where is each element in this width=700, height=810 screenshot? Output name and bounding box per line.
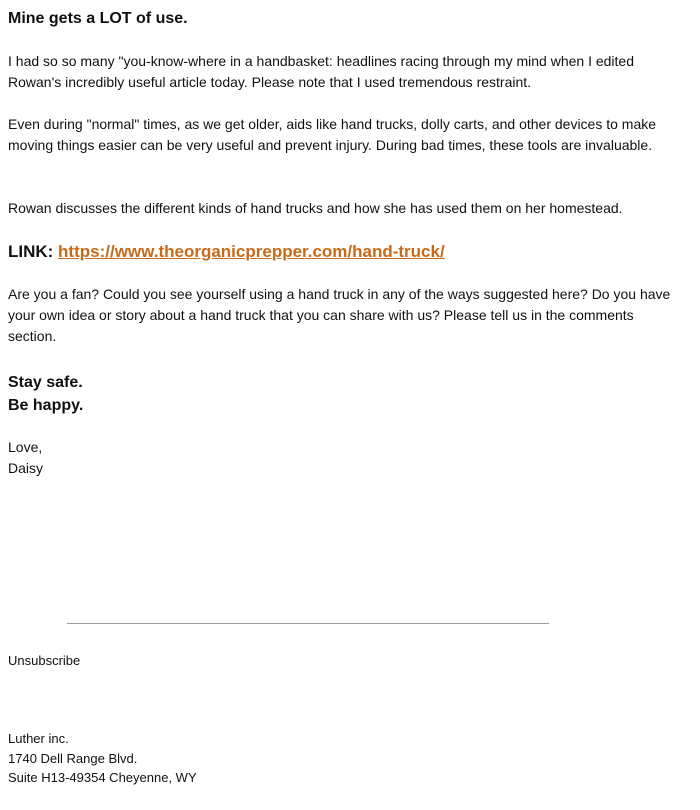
question-paragraph: Are you a fan? Could you see yourself using a hand truck in any of the ways suggested here? Do you have your own idea or story about a hand truck that you can share with us? Please tell us in the comments section. [8,286,671,344]
signoff-line-2: Be happy. [8,397,84,414]
email-heading: Mine gets a LOT of use. [8,10,188,27]
address-line-city: Suite H13-49354 Cheyenne, WY [8,770,197,785]
summary-paragraph: Rowan discusses the different kinds of hand trucks and how she has used them on her homestead. [8,200,623,216]
link-label: LINK: [8,242,59,261]
address-line-company: Luther inc. [8,731,69,746]
closing-name: Daisy [8,460,44,476]
article-link-line [8,240,445,264]
company-address [8,729,197,788]
intro-paragraph: I had so so many "you-know-where in a handbasket: headlines racing through my mind when I edited Rowan's incredibly useful article today. Please note that I used tremendous restraint. [8,53,634,90]
closing-salutation: Love, [8,439,43,455]
address-line-street: 1740 Dell Range Blvd. [8,750,138,766]
context-paragraph: Even during "normal" times, as we get older, aids like hand trucks, dolly carts, and other devices to make moving things easier can be very useful and prevent injury. During bad times, these tools are invaluable. [8,116,657,153]
unsubscribe-link[interactable]: Unsubscribe [8,653,81,668]
footer-divider [67,623,549,624]
closing [8,437,43,479]
signoff-line-1: Stay safe. [8,374,83,391]
article-link[interactable]: https://www.theorganicprepper.com/hand-truck/ [58,242,445,261]
signoff [8,371,83,417]
